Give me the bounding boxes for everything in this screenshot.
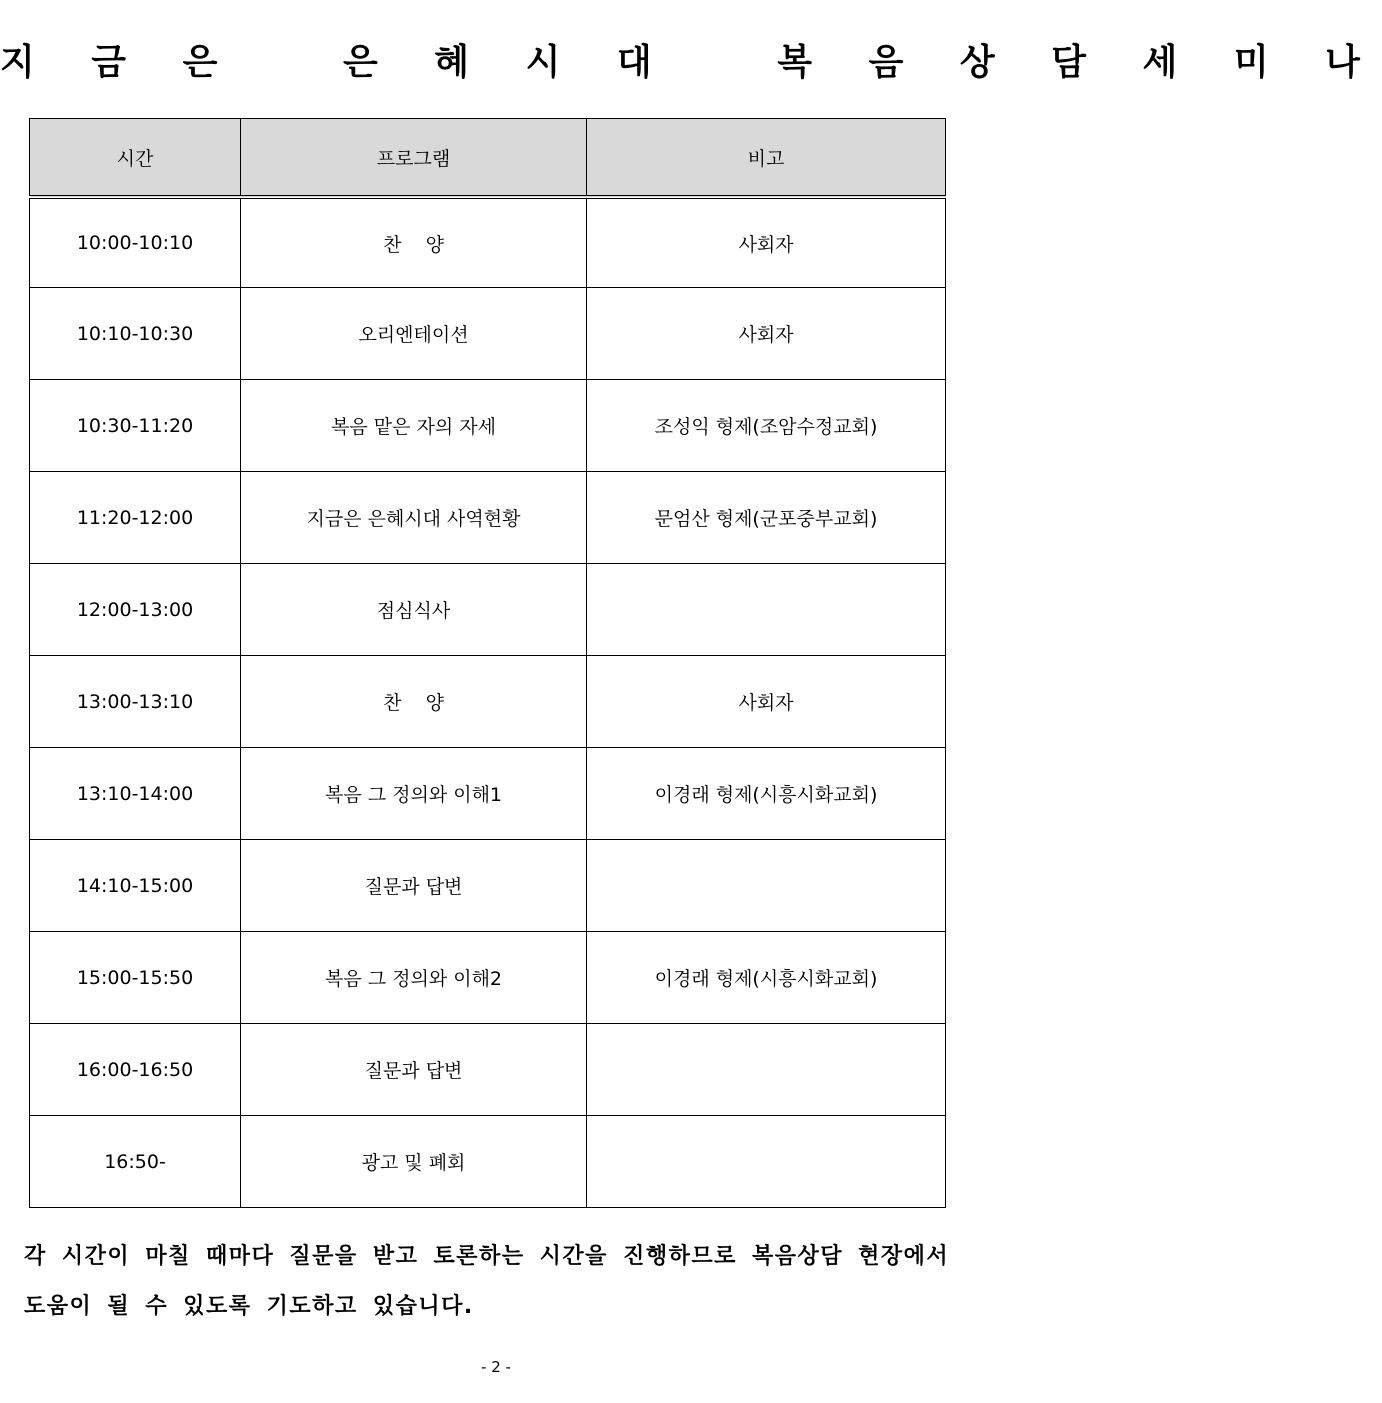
cell-program: 질문과 답변	[241, 840, 587, 932]
document-title: 지 금 은 은 혜 시 대 복 음 상 담 세 미 나	[0, 42, 1382, 83]
header-time: 시간	[30, 119, 241, 198]
cell-program: 복음 그 정의와 이해1	[241, 748, 587, 840]
cell-time: 13:00-13:10	[30, 656, 241, 748]
cell-program: 찬 양	[241, 197, 587, 288]
cell-time: 16:50-	[30, 1116, 241, 1208]
cell-program: 광고 및 폐회	[241, 1116, 587, 1208]
cell-note	[587, 564, 946, 656]
header-program: 프로그램	[241, 119, 587, 198]
cell-note	[587, 1024, 946, 1116]
cell-time: 14:10-15:00	[30, 840, 241, 932]
cell-note: 이경래 형제(시흥시화교회)	[587, 932, 946, 1024]
table-row	[30, 288, 946, 380]
cell-time: 10:00-10:10	[30, 197, 241, 288]
cell-time: 15:00-15:50	[30, 932, 241, 1024]
cell-note: 사회자	[587, 197, 946, 288]
cell-note: 조성익 형제(조암수정교회)	[587, 380, 946, 472]
cell-time: 16:00-16:50	[30, 1024, 241, 1116]
cell-time: 10:30-11:20	[30, 380, 241, 472]
table-row	[30, 472, 946, 564]
cell-time: 10:10-10:30	[30, 288, 241, 380]
cell-program: 점심식사	[241, 564, 587, 656]
table-row	[30, 564, 946, 656]
cell-program: 질문과 답변	[241, 1024, 587, 1116]
cell-note	[587, 840, 946, 932]
cell-note: 문엄산 형제(군포중부교회)	[587, 472, 946, 564]
table-row	[30, 932, 946, 1024]
table-row	[30, 840, 946, 932]
cell-note	[587, 1116, 946, 1208]
cell-time: 12:00-13:00	[30, 564, 241, 656]
cell-time: 13:10-14:00	[30, 748, 241, 840]
table-row	[30, 197, 946, 288]
page-number: - 2 -	[481, 1358, 511, 1376]
cell-program: 찬 양	[241, 656, 587, 748]
cell-time: 11:20-12:00	[30, 472, 241, 564]
cell-program: 복음 맡은 자의 자세	[241, 380, 587, 472]
cell-note: 사회자	[587, 656, 946, 748]
footnote-paragraph: 각 시간이 마칠 때마다 질문을 받고 토론하는 시간을 진행하므로 복음상담 현장에서 도움이 될 수 있도록 기도하고 있습니다.	[24, 1244, 950, 1319]
schedule-table	[29, 118, 946, 1208]
header-note: 비고	[587, 119, 946, 198]
table-row	[30, 1024, 946, 1116]
cell-program: 오리엔테이션	[241, 288, 587, 380]
cell-program: 복음 그 정의와 이해2	[241, 932, 587, 1024]
table-header-row	[30, 119, 946, 198]
table-row	[30, 1116, 946, 1208]
table-row	[30, 748, 946, 840]
cell-note: 사회자	[587, 288, 946, 380]
table-row	[30, 380, 946, 472]
cell-note: 이경래 형제(시흥시화교회)	[587, 748, 946, 840]
table-row	[30, 656, 946, 748]
cell-program: 지금은 은혜시대 사역현황	[241, 472, 587, 564]
